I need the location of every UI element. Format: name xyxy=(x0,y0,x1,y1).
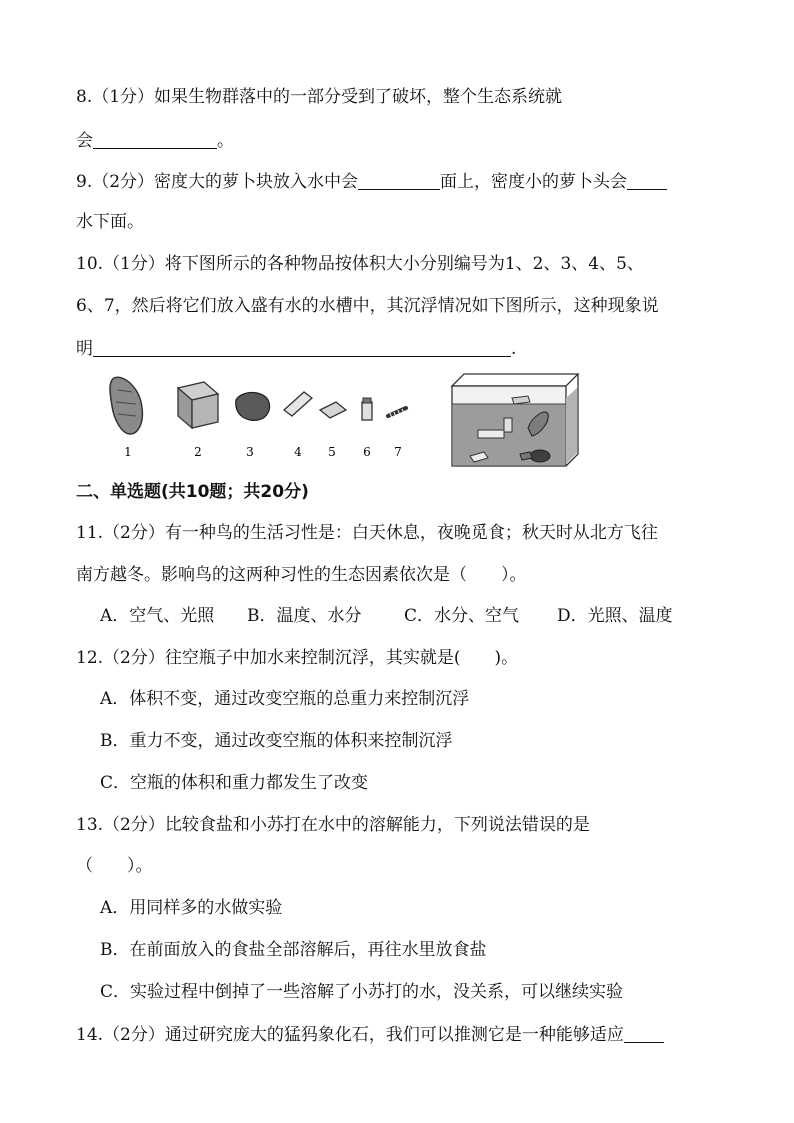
section-2-title: 二、单选题(共10题；共20分) xyxy=(76,482,309,502)
q10-prefix: 明 xyxy=(76,339,93,359)
q11-option-b[interactable]: B．温度、水分 xyxy=(247,606,362,626)
figure-label-4: 4 xyxy=(294,445,302,459)
q11-option-c[interactable]: C．水分、空气 xyxy=(404,606,520,626)
q11-option-a[interactable]: A．空气、光照 xyxy=(100,606,215,626)
item-carrot-icon xyxy=(110,377,142,434)
water-tank-icon xyxy=(452,374,578,466)
item-bottle-icon xyxy=(362,398,372,420)
q14-answer-blank[interactable] xyxy=(624,1026,664,1043)
figure-label-2: 2 xyxy=(194,445,202,459)
q13-line-1: 13.（2分）比较食盐和小苏打在水中的溶解能力，下列说法错误的是 xyxy=(76,815,590,835)
q13-option-a[interactable]: A．用同样多的水做实验 xyxy=(100,898,283,918)
q8-line-1: 8.（1分）如果生物群落中的一部分受到了破坏，整个生态系统就 xyxy=(76,87,563,107)
q14-line-1 xyxy=(76,1026,664,1044)
q10-line-1: 10.（1分）将下图所示的各种物品按体积大小分别编号为1、2、3、4、5、 xyxy=(76,254,644,274)
q12-option-b[interactable]: B．重力不变，通过改变空瓶的体积来控制沉浮 xyxy=(100,731,453,751)
q10-line-2: 6、7，然后将它们放入盛有水的水槽中，其沉浮情况如下图所示，这种现象说 xyxy=(76,296,659,316)
q9-answer-blank-1[interactable] xyxy=(358,173,440,190)
q8-prefix: 会 xyxy=(76,131,93,151)
item-block-icon xyxy=(178,382,218,428)
q13-option-c[interactable]: C．实验过程中倒掉了一些溶解了小苏打的水，没关系，可以继续实验 xyxy=(100,982,624,1002)
q9-prefix: 9.（2分）密度大的萝卜块放入水中会 xyxy=(76,172,359,192)
q10-suffix: . xyxy=(511,339,517,359)
q8-answer-blank[interactable] xyxy=(93,132,217,149)
q14-prefix: 14.（2分）通过研究庞大的猛犸象化石，我们可以推测它是一种能够适应 xyxy=(76,1025,624,1045)
figure-label-3: 3 xyxy=(246,445,254,459)
q9-line-1 xyxy=(76,173,667,191)
q11-option-d[interactable]: D．光照、温度 xyxy=(557,606,673,626)
item-stone-icon xyxy=(236,393,270,421)
q10-figure-drawing xyxy=(100,368,604,468)
q8-line-2 xyxy=(76,132,234,150)
item-eraser-icon xyxy=(320,402,346,418)
q10-answer-blank[interactable] xyxy=(93,340,511,357)
q9-middle: 面上，密度小的萝卜头会 xyxy=(440,172,628,192)
q9-answer-blank-2[interactable] xyxy=(627,173,667,190)
figure-label-1: 1 xyxy=(124,445,132,459)
q13-option-b[interactable]: B．在前面放入的食盐全部溶解后，再往水里放食盐 xyxy=(100,940,487,960)
q12-option-c[interactable]: C．空瓶的体积和重力都发生了改变 xyxy=(100,773,369,793)
q13-line-2: （ ）。 xyxy=(76,856,153,876)
q9-line-2: 水下面。 xyxy=(76,212,144,232)
q11-line-2: 南方越冬。影响鸟的这两种习性的生态因素依次是（ ）。 xyxy=(76,565,527,585)
figure-label-5: 5 xyxy=(328,445,336,459)
q12-option-a[interactable]: A．体积不变，通过改变空瓶的总重力来控制沉浮 xyxy=(100,689,470,709)
q11-line-1: 11.（2分）有一种鸟的生活习性是：白天休息，夜晚觅食；秋天时从北方飞往 xyxy=(76,523,658,543)
figure-label-7: 7 xyxy=(394,445,402,459)
item-cylinder-icon xyxy=(284,392,312,416)
q8-suffix: 。 xyxy=(217,131,234,151)
item-screw-icon xyxy=(388,408,406,418)
q12-stem: 12.（2分）往空瓶子中加水来控制沉浮，其实就是( )。 xyxy=(76,648,519,668)
figure-label-6: 6 xyxy=(363,445,371,459)
q10-figure xyxy=(100,368,604,468)
q10-line-3 xyxy=(76,340,516,358)
